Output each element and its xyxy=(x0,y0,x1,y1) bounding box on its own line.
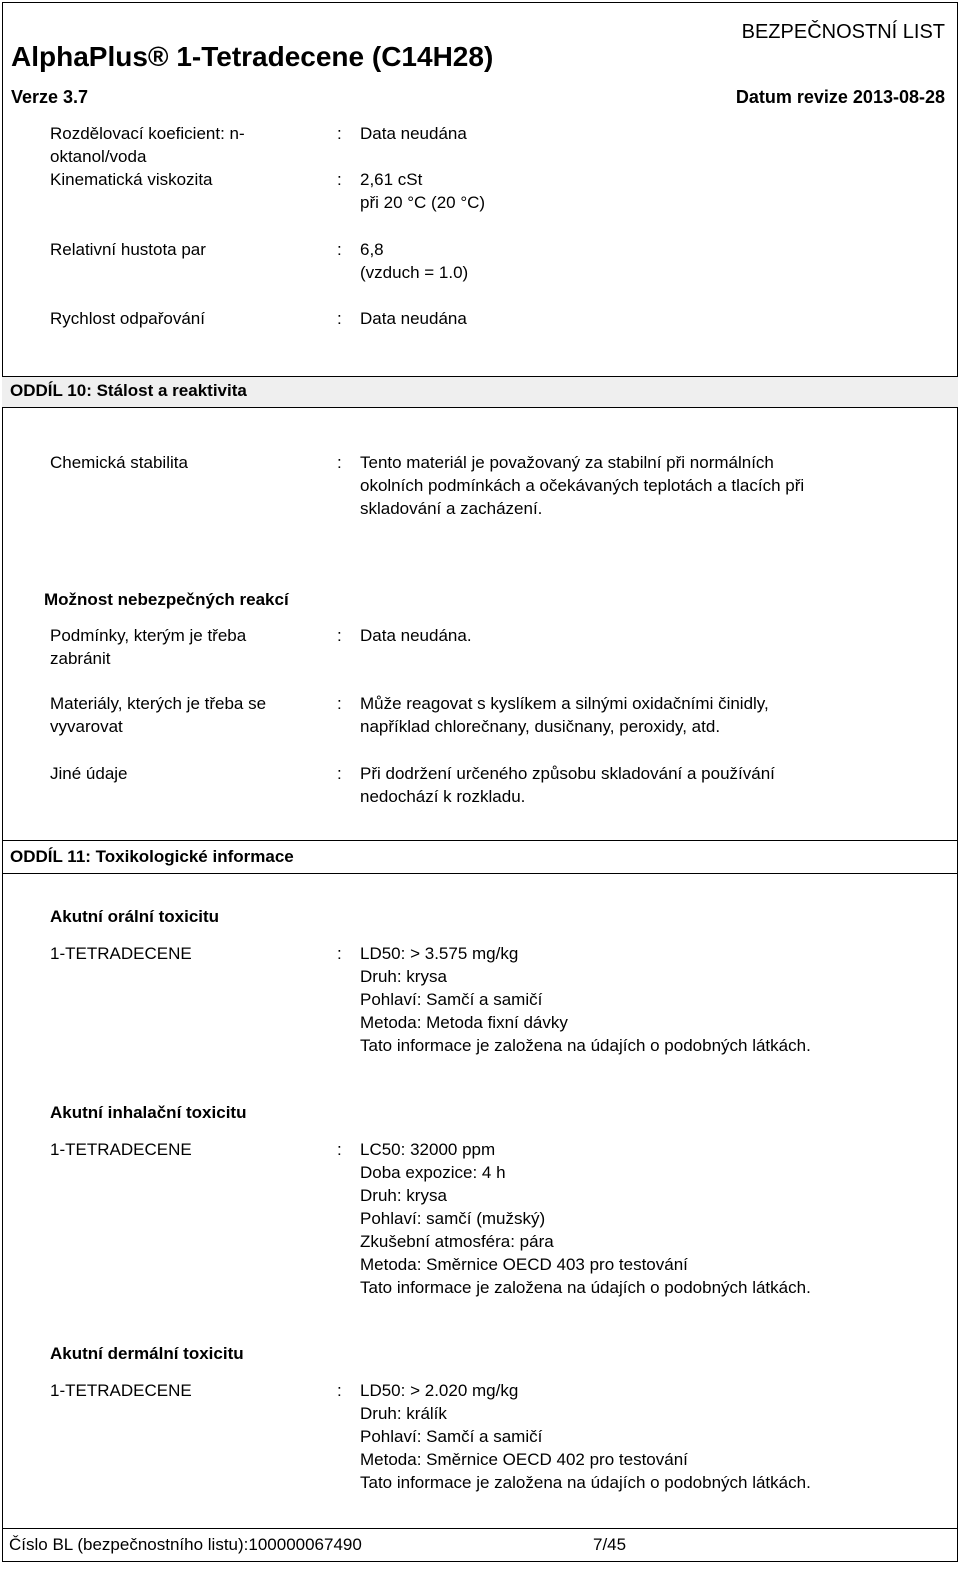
document-header xyxy=(2,2,958,110)
toxicity-line: Metoda: Směrnice OECD 402 pro testování xyxy=(360,1450,688,1469)
toxicity-group-title: Akutní inhalační toxicitu xyxy=(50,1103,247,1122)
reaction-label: Podmínky, kterým je třeba xyxy=(50,626,247,645)
section-11-header xyxy=(2,840,958,874)
colon-separator: : xyxy=(337,124,342,143)
toxicity-line: Pohlaví: samčí (mužský) xyxy=(360,1209,546,1228)
reaction-label: Jiné údaje xyxy=(50,764,128,783)
toxicity-line: Metoda: Metoda fixní dávky xyxy=(360,1013,568,1032)
toxicity-line: Tato informace je založena na údajích o podobných látkách. xyxy=(360,1473,811,1492)
property-value: 6,8 xyxy=(360,240,384,259)
property-value: při 20 °C (20 °C) xyxy=(360,193,486,212)
toxicity-line: Druh: krysa xyxy=(360,1186,447,1205)
colon-separator: : xyxy=(337,170,342,189)
property-label: Rychlost odpařování xyxy=(50,309,205,328)
colon-separator: : xyxy=(337,626,342,645)
reaction-value: Data neudána. xyxy=(360,626,472,645)
colon-separator: : xyxy=(337,694,342,713)
reaction-value: Při dodržení určeného způsobu skladování a používání xyxy=(360,764,775,783)
page-number: 7/45 xyxy=(593,1535,627,1554)
stability-label: Chemická stabilita xyxy=(50,453,188,472)
toxicity-line: LD50: > 2.020 mg/kg xyxy=(360,1381,519,1400)
document-footer xyxy=(2,1528,958,1562)
property-value: (vzduch = 1.0) xyxy=(360,263,469,282)
toxicity-line: Metoda: Směrnice OECD 403 pro testování xyxy=(360,1255,688,1274)
revision-date: Datum revize 2013-08-28 xyxy=(735,87,945,107)
reaction-value: Může reagovat s kyslíkem a silnými oxidačními činidly, xyxy=(360,694,769,713)
colon-separator: : xyxy=(337,309,342,328)
reaction-label: zabránit xyxy=(50,649,111,668)
reaction-label: Materiály, kterých je třeba se xyxy=(50,694,267,713)
toxicity-line: Tato informace je založena na údajích o podobných látkách. xyxy=(360,1278,811,1297)
toxicity-group-title: Akutní orální toxicitu xyxy=(50,907,220,926)
section-title: ODDÍL 10: Stálost a reaktivita xyxy=(10,381,247,400)
colon-separator: : xyxy=(337,1140,342,1159)
property-value: Data neudána xyxy=(360,309,467,328)
colon-separator: : xyxy=(337,944,342,963)
property-value: Data neudána xyxy=(360,124,467,143)
toxicity-line: LD50: > 3.575 mg/kg xyxy=(360,944,519,963)
stability-value: okolních podmínkách a očekávaných teplotách a tlacích při xyxy=(360,476,805,495)
reaction-value: nedochází k rozkladu. xyxy=(360,787,526,806)
toxicity-line: Tato informace je založena na údajích o podobných látkách. xyxy=(360,1036,811,1055)
toxicity-line: Zkušební atmosféra: pára xyxy=(360,1232,554,1251)
section-title: ODDÍL 11: Toxikologické informace xyxy=(10,847,294,866)
property-value: 2,61 cSt xyxy=(360,170,423,189)
substance-name: 1-TETRADECENE xyxy=(50,1140,192,1159)
reaction-value: například chlorečnany, dusičnany, peroxidy, atd. xyxy=(360,717,721,736)
colon-separator: : xyxy=(337,1381,342,1400)
property-label: Rozdělovací koeficient: n- xyxy=(50,124,245,143)
property-label: Kinematická viskozita xyxy=(50,170,213,189)
toxicity-line: Pohlaví: Samčí a samičí xyxy=(360,990,543,1009)
stability-value: skladování a zacházení. xyxy=(360,499,543,518)
version-label: Verze 3.7 xyxy=(11,87,89,107)
subsection-title: Možnost nebezpečných reakcí xyxy=(44,590,289,609)
stability-value: Tento materiál je považovaný za stabilní při normálních xyxy=(360,453,774,472)
toxicity-line: Druh: králík xyxy=(360,1404,447,1423)
toxicity-group-title: Akutní dermální toxicitu xyxy=(50,1344,244,1363)
property-label: oktanol/voda xyxy=(50,147,147,166)
document-type: BEZPEČNOSTNÍ LIST xyxy=(741,21,945,43)
property-label: Relativní hustota par xyxy=(50,240,206,259)
toxicity-line: Doba expozice: 4 h xyxy=(360,1163,506,1182)
colon-separator: : xyxy=(337,453,342,472)
sds-number: Číslo BL (bezpečnostního listu):100000067490 xyxy=(9,1535,362,1554)
reaction-label: vyvarovat xyxy=(50,717,123,736)
toxicity-line: Druh: krysa xyxy=(360,967,447,986)
section-10-header xyxy=(2,376,958,408)
product-name: AlphaPlus® 1-Tetradecene (C14H28) xyxy=(11,41,494,72)
substance-name: 1-TETRADECENE xyxy=(50,1381,192,1400)
toxicity-line: LC50: 32000 ppm xyxy=(360,1140,496,1159)
toxicity-line: Pohlaví: Samčí a samičí xyxy=(360,1427,543,1446)
substance-name: 1-TETRADECENE xyxy=(50,944,192,963)
colon-separator: : xyxy=(337,240,342,259)
colon-separator: : xyxy=(337,764,342,783)
